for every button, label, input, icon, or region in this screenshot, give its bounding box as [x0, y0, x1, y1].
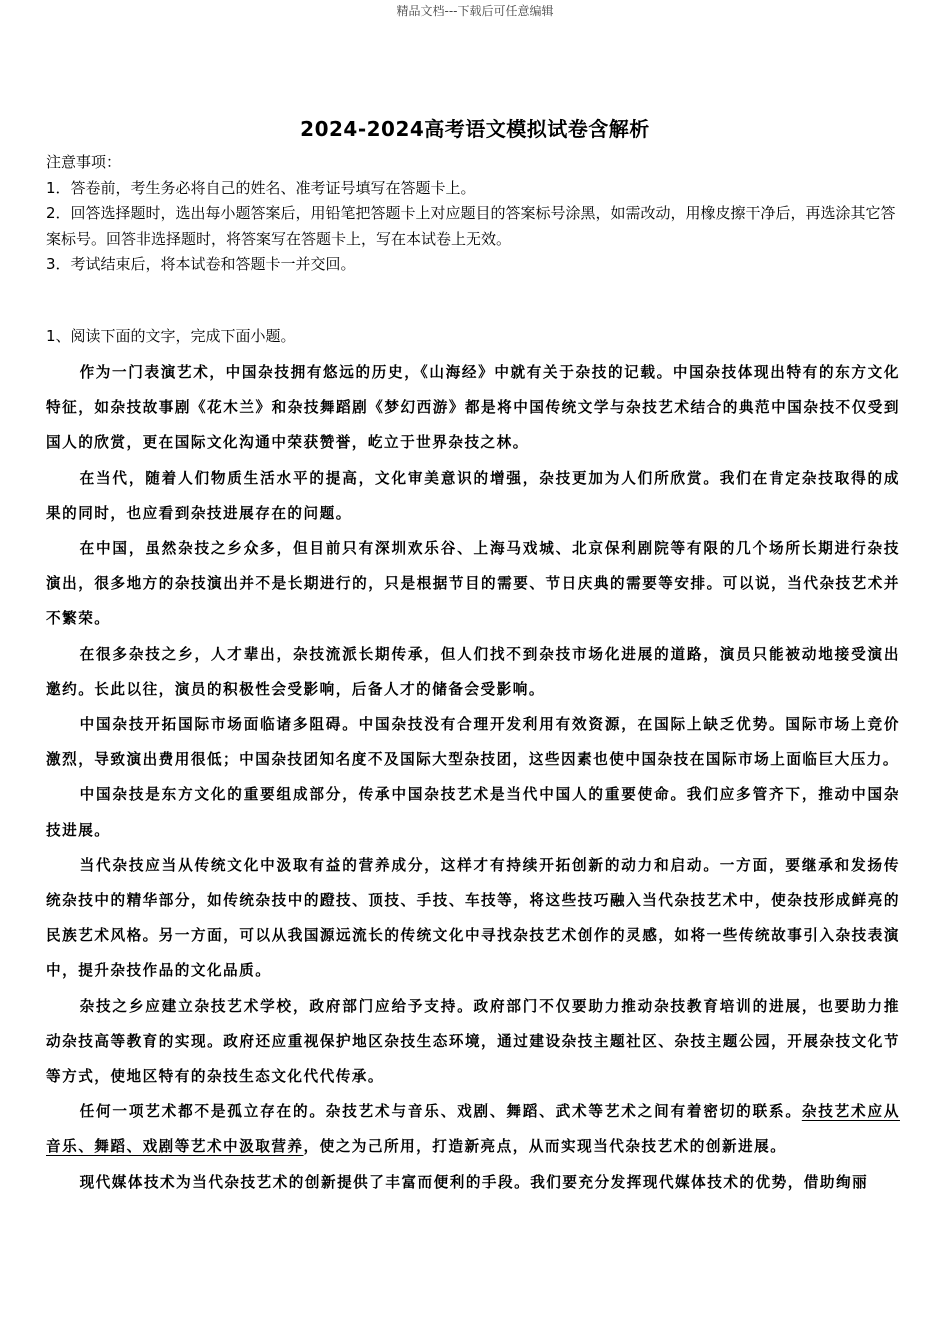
passage-paragraph-10: 现代媒体技术为当代杂技艺术的创新提供了丰富而便利的手段。我们要充分发挥现代媒体技术的优势，借助绚丽: [79, 1173, 869, 1191]
passage-paragraph-2: 在当代，随着人们物质生活水平的提高，文化审美意识的增强，杂技更加为人们所欣赏。我们在肯定杂技取得的成果的同时，也应看到杂技进展存在的问题。: [46, 469, 900, 522]
notice-item-1: 1．答卷前，考生务必将自己的姓名、准考证号填写在答题卡上。: [46, 178, 476, 197]
passage-paragraph-3: 在中国，虽然杂技之乡众多，但目前只有深圳欢乐谷、上海马戏城、北京保利剧院等有限的几个场所长期进行杂技演出，很多地方的杂技演出并不是长期进行的，只是根据节目的需要、节日庆典的需要等安排。可以说，当代杂技艺术并不繁荣。: [46, 540, 900, 628]
notice-item-3: 3．考试结束后，将本试卷和答题卡一并交回。: [46, 255, 356, 273]
page-header-banner: 精品文档---下载后可任意编辑: [396, 4, 554, 18]
document-title: 2024-2024高考语文模拟试卷含解析: [300, 117, 650, 141]
paragraph-9-tail: ，使之为己所用，打造新亮点，从而实现当代杂技艺术的创新进展。: [303, 1138, 787, 1156]
notice-heading: 注意事项：: [46, 153, 122, 171]
question-intro: 1、阅读下面的文字，完成下面小题。: [46, 327, 296, 345]
paragraph-9-lead: 任何一项艺术都不是孤立存在的。杂技艺术与音乐、戏剧、舞蹈、武术等艺术之间有着密切的联系。: [79, 1103, 802, 1121]
reading-passage: [46, 355, 900, 1200]
underlined-sentence: 杂技艺术应从音乐、舞蹈、戏剧等艺术中汲取营养: [46, 1103, 900, 1156]
passage-paragraph-8: 杂技之乡应建立杂技艺术学校，政府部门应给予支持。政府部门不仅要助力推动杂技教育培训的进展，也要助力推动杂技高等教育的实现。政府还应重视保护地区杂技生态环境，通过建设杂技主题社区、杂技主题公园，开展杂技文化节等方式，使地区特有的杂技生态文化代代传承。: [46, 997, 900, 1086]
passage-paragraph-9: [46, 1094, 900, 1164]
notice-section: [46, 150, 908, 278]
passage-paragraph-5: 中国杂技开拓国际市场面临诸多阻碍。中国杂技没有合理开发利用有效资源，在国际上缺乏优势。国际市场上竞价激烈，导致演出费用很低；中国杂技团知名度不及国际大型杂技团，这些因素也使中国杂技在国际市场上面临巨大压力。: [46, 716, 900, 769]
passage-paragraph-1: 作为一门表演艺术，中国杂技拥有悠远的历史，《山海经》中就有关于杂技的记载。中国杂技体现出特有的东方文化特征，如杂技故事剧《花木兰》和杂技舞蹈剧《梦幻西游》都是将中国传统文学与杂技艺术结合的典范中国杂技不仅受到国人的欣赏，更在国际文化沟通中荣获赞誉，屹立于世界杂技之林。: [46, 364, 900, 452]
passage-paragraph-4: 在很多杂技之乡，人才辈出，杂技流派长期传承，但人们找不到杂技市场化进展的道路，演员只能被动地接受演出邀约。长此以往，演员的积极性会受影响，后备人才的储备会受影响。: [46, 645, 900, 698]
notice-item-2: 2．回答选择题时，选出每小题答案后，用铅笔把答题卡上对应题目的答案标号涂黑，如需改动，用橡皮擦干净后，再选涂其它答案标号。回答非选择题时，将答案写在答题卡上，写在本试卷上无效。: [46, 204, 896, 248]
passage-paragraph-7: 当代杂技应当从传统文化中汲取有益的营养成分，这样才有持续开拓创新的动力和启动。一方面，要继承和发扬传统杂技中的精华部分，如传统杂技中的蹬技、顶技、手技、车技等，将这些技巧融入当代杂技艺术中，使杂技形成鲜亮的民族艺术风格。另一方面，可以从我国源远流长的传统文化中寻找杂技艺术创作的灵感，如将一些传统故事引入杂技表演中，提升杂技作品的文化品质。: [46, 856, 900, 980]
passage-paragraph-6: 中国杂技是东方文化的重要组成部分，传承中国杂技艺术是当代中国人的重要使命。我们应多管齐下，推动中国杂技进展。: [46, 786, 900, 839]
